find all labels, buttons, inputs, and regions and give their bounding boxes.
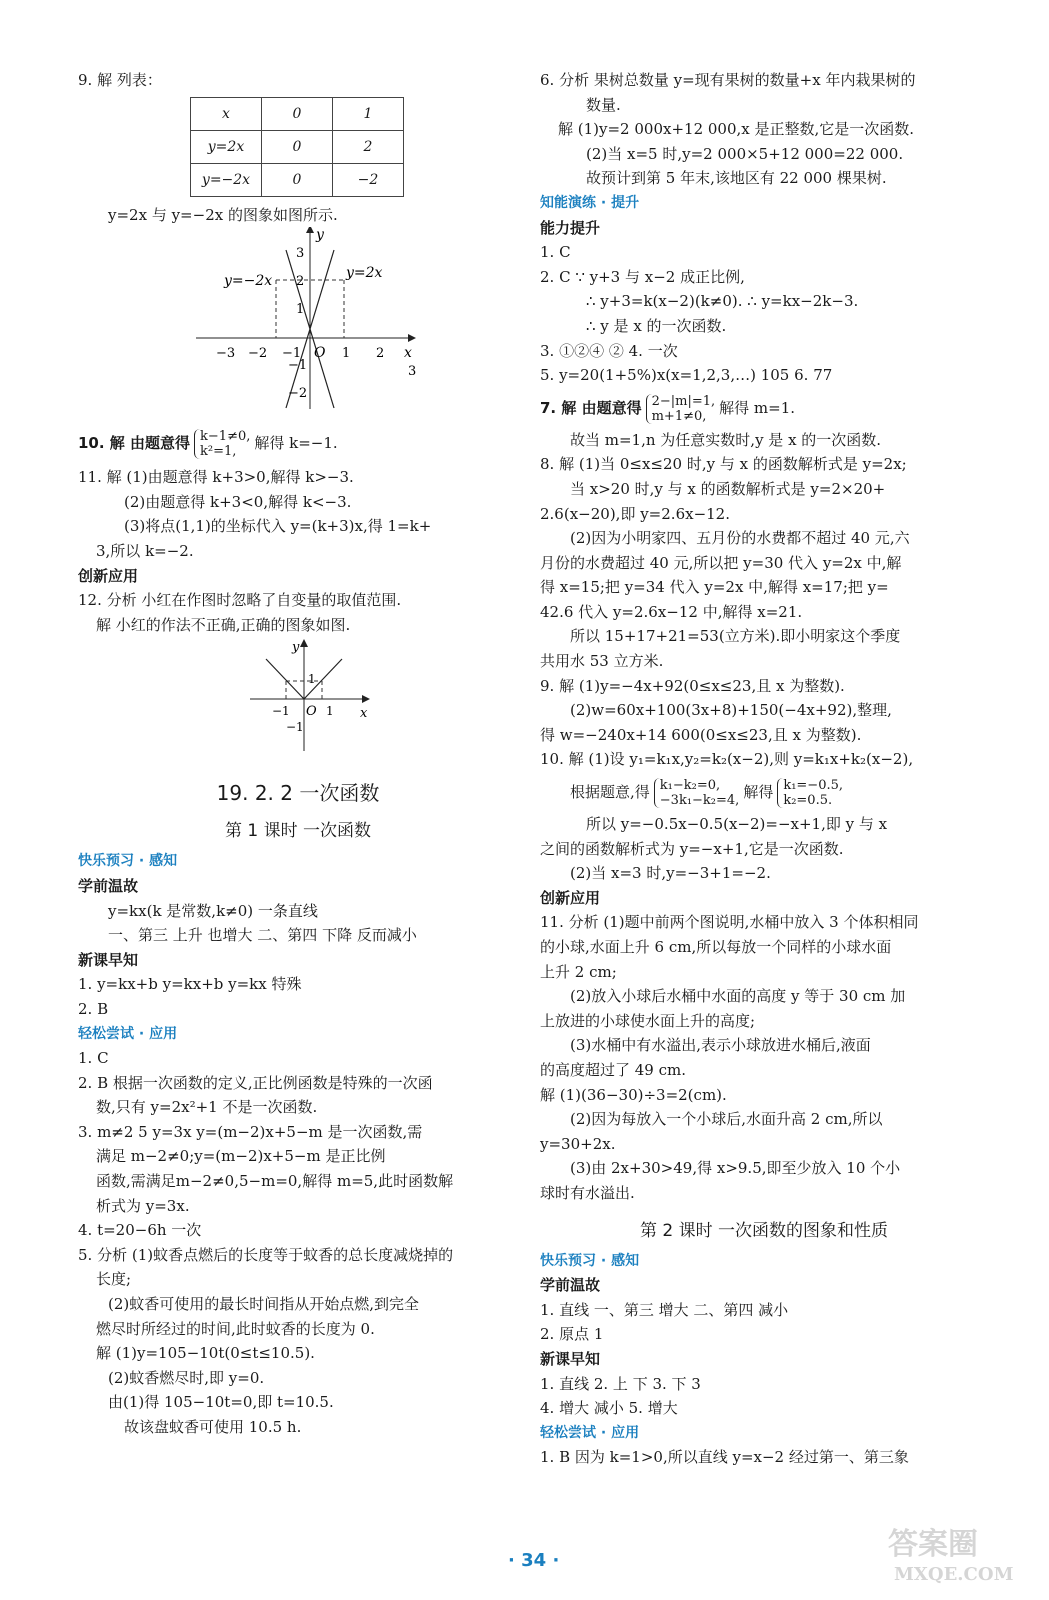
table-cell: 0 bbox=[262, 130, 333, 163]
answer-line: ∴ y 是 x 的一次函数. bbox=[586, 316, 727, 335]
answer-line: (2)因为每放入一个小球后,水面升高 2 cm,所以 bbox=[570, 1110, 883, 1129]
answer-line: 2. C ∵ y+3 与 x−2 成正比例, bbox=[540, 267, 745, 286]
answer-line: (2)因为小明家四、五月份的水费都不超过 40 元,六 bbox=[570, 529, 910, 548]
table-cell: −2 bbox=[333, 163, 404, 196]
answer-line: ∴ y+3=k(x−2)(k≠0). ∴ y=kx−2k−3. bbox=[586, 292, 859, 311]
sub-section-heading: 快乐预习 · 感知 bbox=[540, 1252, 640, 1269]
sub-section-heading: 知能演练 · 提升 bbox=[540, 194, 640, 211]
answer-line: 6. 分析 果树总数量 y=现有果树的数量+x 年内栽果树的 bbox=[540, 71, 916, 89]
table-row bbox=[191, 97, 404, 130]
section-title: 19. 2. 2 一次函数 bbox=[216, 781, 380, 806]
graph-left-branch bbox=[266, 659, 304, 699]
innovation-heading: 创新应用 bbox=[540, 888, 601, 907]
answer-line: (2)蚊香可使用的最长时间指从开始点燃,到完全 bbox=[108, 1295, 420, 1314]
answer-line: (3)由 2x+30>49,得 x>9.5,即至少放入 10 个小 bbox=[570, 1159, 901, 1178]
q9-caption: y=2x 与 y=−2x 的图象如图所示. bbox=[108, 205, 338, 224]
y-tick-label: −1 bbox=[286, 720, 304, 735]
page-number: · 34 · bbox=[508, 1550, 560, 1571]
x-axis-label: x bbox=[360, 706, 368, 722]
watermark-logo bbox=[880, 1520, 1040, 1590]
origin-label: O bbox=[306, 704, 317, 720]
right-column bbox=[540, 68, 988, 1470]
x-tick-label: 3 bbox=[408, 364, 417, 380]
answer-line: (2)放入小球后水桶中水面的高度 y 等于 30 cm 加 bbox=[570, 987, 906, 1006]
y-tick-label: 1 bbox=[308, 672, 316, 687]
answer-line: 解 (1)y=105−10t(0≤t≤10.5). bbox=[96, 1344, 315, 1363]
graph-proportional-functions bbox=[78, 227, 518, 417]
innovation-heading: 创新应用 bbox=[78, 566, 139, 585]
equation: k−1≠0, bbox=[200, 429, 251, 445]
lesson-title: 第 1 课时 一次函数 bbox=[224, 821, 372, 842]
answer-line: 1. y=kx+b y=kx+b y=kx 特殊 bbox=[78, 975, 302, 994]
answer-line: 3. ①②④ ② 4. 一次 bbox=[540, 341, 678, 360]
answer-line: 1. 直线 2. 上 下 3. 下 3 bbox=[540, 1374, 701, 1393]
q10-tail: 解得 k=−1. bbox=[254, 434, 338, 453]
svg-text:答案圈: 答案圈 bbox=[888, 1527, 978, 1562]
graph-correct-figure bbox=[78, 637, 518, 755]
answer-line: 球时有水溢出. bbox=[540, 1183, 635, 1202]
answer-line: 满足 m−2≠0;y=(m−2)x+5−m 是正比例 bbox=[96, 1147, 386, 1166]
table-cell: 0 bbox=[262, 97, 333, 130]
table-cell: x bbox=[191, 97, 262, 130]
q11-line: 11. 解 (1)由题意得 k+3>0,解得 k>−3. bbox=[78, 468, 354, 487]
y-axis-label: y bbox=[292, 640, 300, 656]
sub-section-heading: 轻松尝试 · 应用 bbox=[78, 1025, 178, 1042]
answer-line: 得 w=−240x+14 600(0≤x≤23,且 x 为整数). bbox=[540, 725, 862, 744]
x-tick-label: −1 bbox=[282, 346, 302, 362]
y-tick-label: 2 bbox=[296, 274, 305, 290]
table-cell: y=2x bbox=[191, 130, 262, 163]
answer-line: y=30+2x. bbox=[540, 1134, 616, 1153]
answer-line: 1. C bbox=[540, 243, 571, 262]
y-axis-arrow bbox=[300, 639, 308, 647]
answer-line: 数量. bbox=[586, 95, 621, 114]
answer-line: 4. 增大 减小 5. 增大 bbox=[540, 1399, 678, 1418]
table-cell: 1 bbox=[333, 97, 404, 130]
equation: k₁=−0.5, bbox=[783, 778, 844, 794]
table-row bbox=[191, 163, 404, 196]
equation-system bbox=[777, 778, 843, 808]
answer-line: 2. 原点 1 bbox=[540, 1325, 604, 1344]
answer-line: 当 x>20 时,y 与 x 的函数解析式是 y=2×20+ bbox=[570, 479, 886, 498]
watermark-text: MXQE.COM bbox=[894, 1564, 1014, 1585]
y-tick-label: 1 bbox=[296, 302, 305, 318]
answer-line: 故当 m=1,n 为任意实数时,y 是 x 的一次函数. bbox=[570, 430, 882, 449]
answer-line: 42.6 代入 y=2.6x−12 中,解得 x=21. bbox=[540, 602, 803, 621]
y-tick-label: −1 bbox=[288, 358, 308, 374]
answer-line: 上放进的小球使水面上升的高度; bbox=[540, 1011, 756, 1030]
answer-line: (2)蚊香燃尽时,即 y=0. bbox=[108, 1368, 265, 1387]
label-y-minus-2x: y=−2x bbox=[224, 273, 273, 290]
answer-line: 2. B 根据一次函数的定义,正比例函数是特殊的一次函 bbox=[78, 1073, 433, 1092]
answer-line: 故该盘蚊香可使用 10.5 h. bbox=[124, 1418, 302, 1436]
answer-line: (2)当 x=3 时,y=−3+1=−2. bbox=[570, 864, 771, 883]
equation-system bbox=[654, 778, 740, 808]
answer-line: 2. B bbox=[78, 999, 109, 1018]
answer-line: (3)水桶中有水溢出,表示小球放进水桶后,液面 bbox=[570, 1036, 871, 1055]
table-cell: 0 bbox=[262, 163, 333, 196]
answer-line: 析式为 y=3x. bbox=[96, 1196, 190, 1215]
y-tick-label: 3 bbox=[296, 246, 305, 262]
pre-review-heading: 学前温故 bbox=[78, 876, 139, 895]
answer-line: 一、第三 上升 也增大 二、第四 下降 反而减小 bbox=[108, 926, 417, 945]
answer-line: 5. y=20(1+5%)x(x=1,2,3,…) 105 6. 77 bbox=[540, 366, 833, 385]
answer-line: 由(1)得 105−10t=0,即 t=10.5. bbox=[108, 1393, 334, 1412]
answer-line: 所以 15+17+21=53(立方米).即小明家这个季度 bbox=[570, 627, 901, 646]
answer-line: 故预计到第 5 年末,该地区有 22 000 棵果树. bbox=[586, 169, 887, 188]
q10-system-line bbox=[540, 772, 988, 812]
page-number-value: 34 bbox=[521, 1550, 547, 1571]
answer-line: 10. 解 (1)设 y₁=k₁x,y₂=k₂(x−2),则 y=k₁x+k₂(x−2), bbox=[540, 750, 914, 769]
answer-line: 1. B 因为 k=1>0,所以直线 y=x−2 经过第一、第三象 bbox=[540, 1448, 909, 1467]
answer-line: 燃尽时所经过的时间,此时蚊香的长度为 0. bbox=[96, 1319, 375, 1338]
answer-line: 1. 直线 一、第三 增大 二、第四 减小 bbox=[540, 1300, 789, 1319]
equation: k₁−k₂=0, bbox=[659, 778, 721, 794]
x-tick-label: 1 bbox=[342, 346, 351, 362]
answer-line: 得 x=15;把 y=34 代入 y=2x 中,解得 x=17;把 y= bbox=[540, 578, 889, 597]
equation-system bbox=[646, 394, 716, 424]
answer-line: 月份的水费超过 40 元,所以把 y=30 代入 y=2x 中,解 bbox=[540, 553, 902, 572]
origin-label: O bbox=[314, 345, 326, 362]
answer-line: (2)w=60x+100(3x+8)+150(−4x+92),整理, bbox=[570, 701, 892, 720]
x-tick-label: −1 bbox=[272, 704, 290, 719]
q12-line: 12. 分析 小红在作图时忽略了自变量的取值范围. bbox=[78, 591, 402, 610]
equation: m+1≠0, bbox=[651, 408, 707, 424]
answer-line: y=kx(k 是常数,k≠0) 一条直线 bbox=[108, 901, 318, 920]
q7-line bbox=[540, 388, 988, 428]
answer-line: 函数,需满足m−2≠0,5−m=0,解得 m=5,此时函数解 bbox=[96, 1172, 454, 1191]
q10-head: 10. 解 由题意得 bbox=[78, 434, 191, 453]
left-column bbox=[78, 68, 518, 1440]
answer-line: 9. 解 (1)y=−4x+92(0≤x≤23,且 x 为整数). bbox=[540, 676, 845, 695]
equation: k²=1, bbox=[200, 444, 237, 460]
pre-review-heading: 学前温故 bbox=[540, 1276, 601, 1295]
ability-heading: 能力提升 bbox=[540, 218, 601, 237]
answer-line: 8. 解 (1)当 0≤x≤20 时,y 与 x 的函数解析式是 y=2x; bbox=[540, 455, 907, 474]
x-tick-label: 2 bbox=[376, 346, 385, 362]
x-axis-label: x bbox=[404, 345, 412, 362]
value-table bbox=[190, 97, 404, 197]
equation: 2−|m|=1, bbox=[651, 393, 716, 409]
answer-line: 之间的函数解析式为 y=−x+1,它是一次函数. bbox=[540, 839, 844, 858]
label-y-2x: y=2x bbox=[346, 265, 383, 282]
q11-line: (2)由题意得 k+3<0,解得 k<−3. bbox=[124, 492, 352, 511]
q12-line: 解 小红的作法不正确,正确的图象如图. bbox=[96, 615, 351, 634]
equation: −3k₁−k₂=4, bbox=[659, 793, 740, 809]
answer-line: 2.6(x−20),即 y=2.6x−12. bbox=[540, 504, 730, 523]
answer-line: 数,只有 y=2x²+1 不是一次函数. bbox=[96, 1098, 318, 1117]
y-axis-arrow bbox=[306, 227, 314, 233]
answer-line: 3. m≠2 5 y=3x y=(m−2)x+5−m 是一次函数,需 bbox=[78, 1122, 423, 1141]
q11-line: (3)将点(1,1)的坐标代入 y=(k+3)x,得 1=k+ bbox=[124, 517, 432, 536]
x-axis-arrow bbox=[408, 334, 416, 342]
answer-line: 1. C bbox=[78, 1049, 109, 1068]
answer-line: 所以 y=−0.5x−0.5(x−2)=−x+1,即 y 与 x bbox=[586, 815, 888, 834]
answer-line: 长度; bbox=[96, 1270, 132, 1289]
new-lesson-heading: 新课早知 bbox=[540, 1349, 601, 1368]
answer-line: 4. t=20−6h 一次 bbox=[78, 1221, 202, 1240]
answer-line: 的小球,水面上升 6 cm,所以每放一个同样的小球水面 bbox=[540, 938, 892, 956]
q10-mid: 解得 bbox=[743, 783, 774, 802]
answer-line: 解 (1)(36−30)÷3=2(cm). bbox=[540, 1085, 727, 1104]
q9-intro: 9. 解 列表： bbox=[78, 71, 162, 89]
sub-section-heading: 轻松尝试 · 应用 bbox=[540, 1424, 640, 1441]
answer-line: 共用水 53 立方米. bbox=[540, 652, 664, 671]
q7-tail: 解得 m=1. bbox=[719, 398, 796, 417]
q10-line bbox=[78, 421, 518, 465]
y-axis-label: y bbox=[316, 227, 324, 244]
table-row bbox=[191, 130, 404, 163]
equation-system bbox=[194, 429, 250, 459]
sub-section-heading: 快乐预习 · 感知 bbox=[78, 853, 178, 870]
answer-line: 5. 分析 (1)蚊香点燃后的长度等于蚊香的总长度减烧掉的 bbox=[78, 1245, 454, 1264]
x-tick-label: 1 bbox=[326, 704, 334, 719]
equation: k₂=0.5. bbox=[783, 793, 833, 809]
y-tick-label: −2 bbox=[288, 386, 308, 402]
q7-head: 7. 解 由题意得 bbox=[540, 398, 642, 417]
answer-line: 解 (1)y=2 000x+12 000,x 是正整数,它是一次函数. bbox=[558, 120, 915, 139]
x-tick-label: −3 bbox=[216, 346, 236, 362]
new-lesson-heading: 新课早知 bbox=[78, 950, 139, 969]
answer-line: 上升 2 cm; bbox=[540, 962, 617, 981]
x-axis-arrow bbox=[362, 695, 370, 703]
table-cell: 2 bbox=[333, 130, 404, 163]
q11-line: 3,所以 k=−2. bbox=[96, 541, 194, 560]
answer-line: 的高度超过了 49 cm. bbox=[540, 1060, 687, 1079]
answer-line: (2)当 x=5 时,y=2 000×5+12 000=22 000. bbox=[586, 144, 904, 163]
lesson-title: 第 2 课时 一次函数的图象和性质 bbox=[639, 1220, 889, 1241]
answer-line: 11. 分析 (1)题中前两个图说明,水桶中放入 3 个体积相同 bbox=[540, 913, 919, 932]
q10-head: 根据题意,得 bbox=[570, 783, 650, 802]
table-cell: y=−2x bbox=[191, 163, 262, 196]
x-tick-label: −2 bbox=[248, 346, 268, 362]
